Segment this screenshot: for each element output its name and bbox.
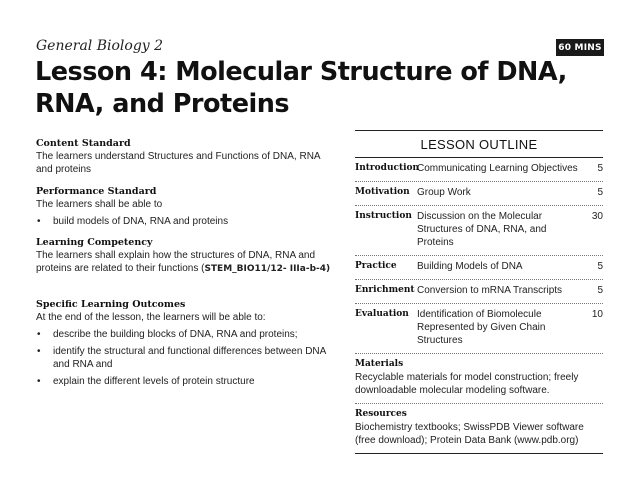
performance-standard-heading: Performance Standard xyxy=(36,186,157,197)
outline-phase: Instruction xyxy=(355,211,412,221)
outline-activity: Discussion on the Molecular Structures of DNA, RNA, and Proteins xyxy=(417,211,547,248)
specific-outcomes-intro: At the end of the lesson, the learners will be able to: xyxy=(36,312,266,323)
outline-row xyxy=(355,304,603,354)
outline-row xyxy=(355,157,603,182)
outline-row xyxy=(355,256,603,280)
lesson-title: Lesson 4: Molecular Structure of DNA, RNA, and Proteins xyxy=(35,57,567,119)
outline-row xyxy=(355,206,603,256)
specific-outcomes-heading: Specific Learning Outcomes xyxy=(36,299,186,310)
outcome-bullet xyxy=(36,328,336,341)
performance-standard-intro: The learners shall be able to xyxy=(36,199,163,210)
outcome-bullet xyxy=(36,375,336,388)
outline-activity: Identification of Biomolecule Represented by Given Chain Structures xyxy=(417,309,546,346)
standards-column xyxy=(36,137,336,388)
outline-activity: Communicating Learning Objectives xyxy=(417,163,578,174)
learning-competency-text xyxy=(36,249,336,276)
resources-heading: Resources xyxy=(355,409,407,419)
resources-text: Biochemistry textbooks; SwissPDB Viewer software (free download); Protein Data Bank (www.pdb.org) xyxy=(355,422,584,446)
bullet-dot: • xyxy=(37,346,41,357)
performance-bullet xyxy=(36,215,336,228)
competency-text: The learners shall explain how the structures of DNA, RNA and proteins are related to their functions ( xyxy=(36,250,316,274)
outline-phase: Evaluation xyxy=(355,309,409,319)
materials-block xyxy=(355,354,603,404)
performance-bullet-text: build models of DNA, RNA and proteins xyxy=(53,216,229,227)
outline-minutes: 5 xyxy=(597,261,603,272)
learning-competency-heading: Learning Competency xyxy=(36,237,153,248)
competency-code: STEM_BIO11/12- IIIa-b-4) xyxy=(204,264,331,274)
outcome-bullet-text: identify the structural and functional differences between DNA and RNA and xyxy=(53,346,326,370)
outline-activity: Conversion to mRNA Transcripts xyxy=(417,285,563,296)
duration-badge: 60 MINS xyxy=(556,39,604,56)
outline-phase: Introduction xyxy=(355,163,420,173)
content-standard-heading: Content Standard xyxy=(36,138,131,149)
bullet-dot: • xyxy=(37,376,41,387)
course-subject: General Biology 2 xyxy=(36,38,164,54)
outline-phase: Motivation xyxy=(355,187,410,197)
outline-phase: Practice xyxy=(355,261,397,271)
outline-minutes: 5 xyxy=(597,163,603,174)
outline-activity: Group Work xyxy=(417,187,471,198)
outline-row xyxy=(355,182,603,206)
outcome-bullet-text: describe the building blocks of DNA, RNA and proteins; xyxy=(53,329,298,340)
materials-heading: Materials xyxy=(355,359,404,369)
outline-row xyxy=(355,280,603,304)
bullet-dot: • xyxy=(37,329,41,340)
outline-minutes: 30 xyxy=(591,211,603,222)
outline-minutes: 5 xyxy=(597,187,603,198)
outcome-bullet xyxy=(36,345,336,371)
outcome-bullet-text: explain the different levels of protein structure xyxy=(53,376,255,387)
bullet-dot: • xyxy=(37,216,41,227)
outline-minutes: 5 xyxy=(597,285,603,296)
resources-block xyxy=(355,404,603,454)
lesson-outline-panel xyxy=(355,130,603,454)
outline-minutes: 10 xyxy=(591,309,603,320)
outline-phase: Enrichment xyxy=(355,285,415,295)
content-standard-text: The learners understand Structures and Functions of DNA, RNA and proteins xyxy=(36,151,321,175)
outline-activity: Building Models of DNA xyxy=(417,261,523,272)
materials-text: Recyclable materials for model construction; freely downloadable molecular modeling software. xyxy=(355,372,579,396)
outline-heading: LESSON OUTLINE xyxy=(420,137,538,152)
